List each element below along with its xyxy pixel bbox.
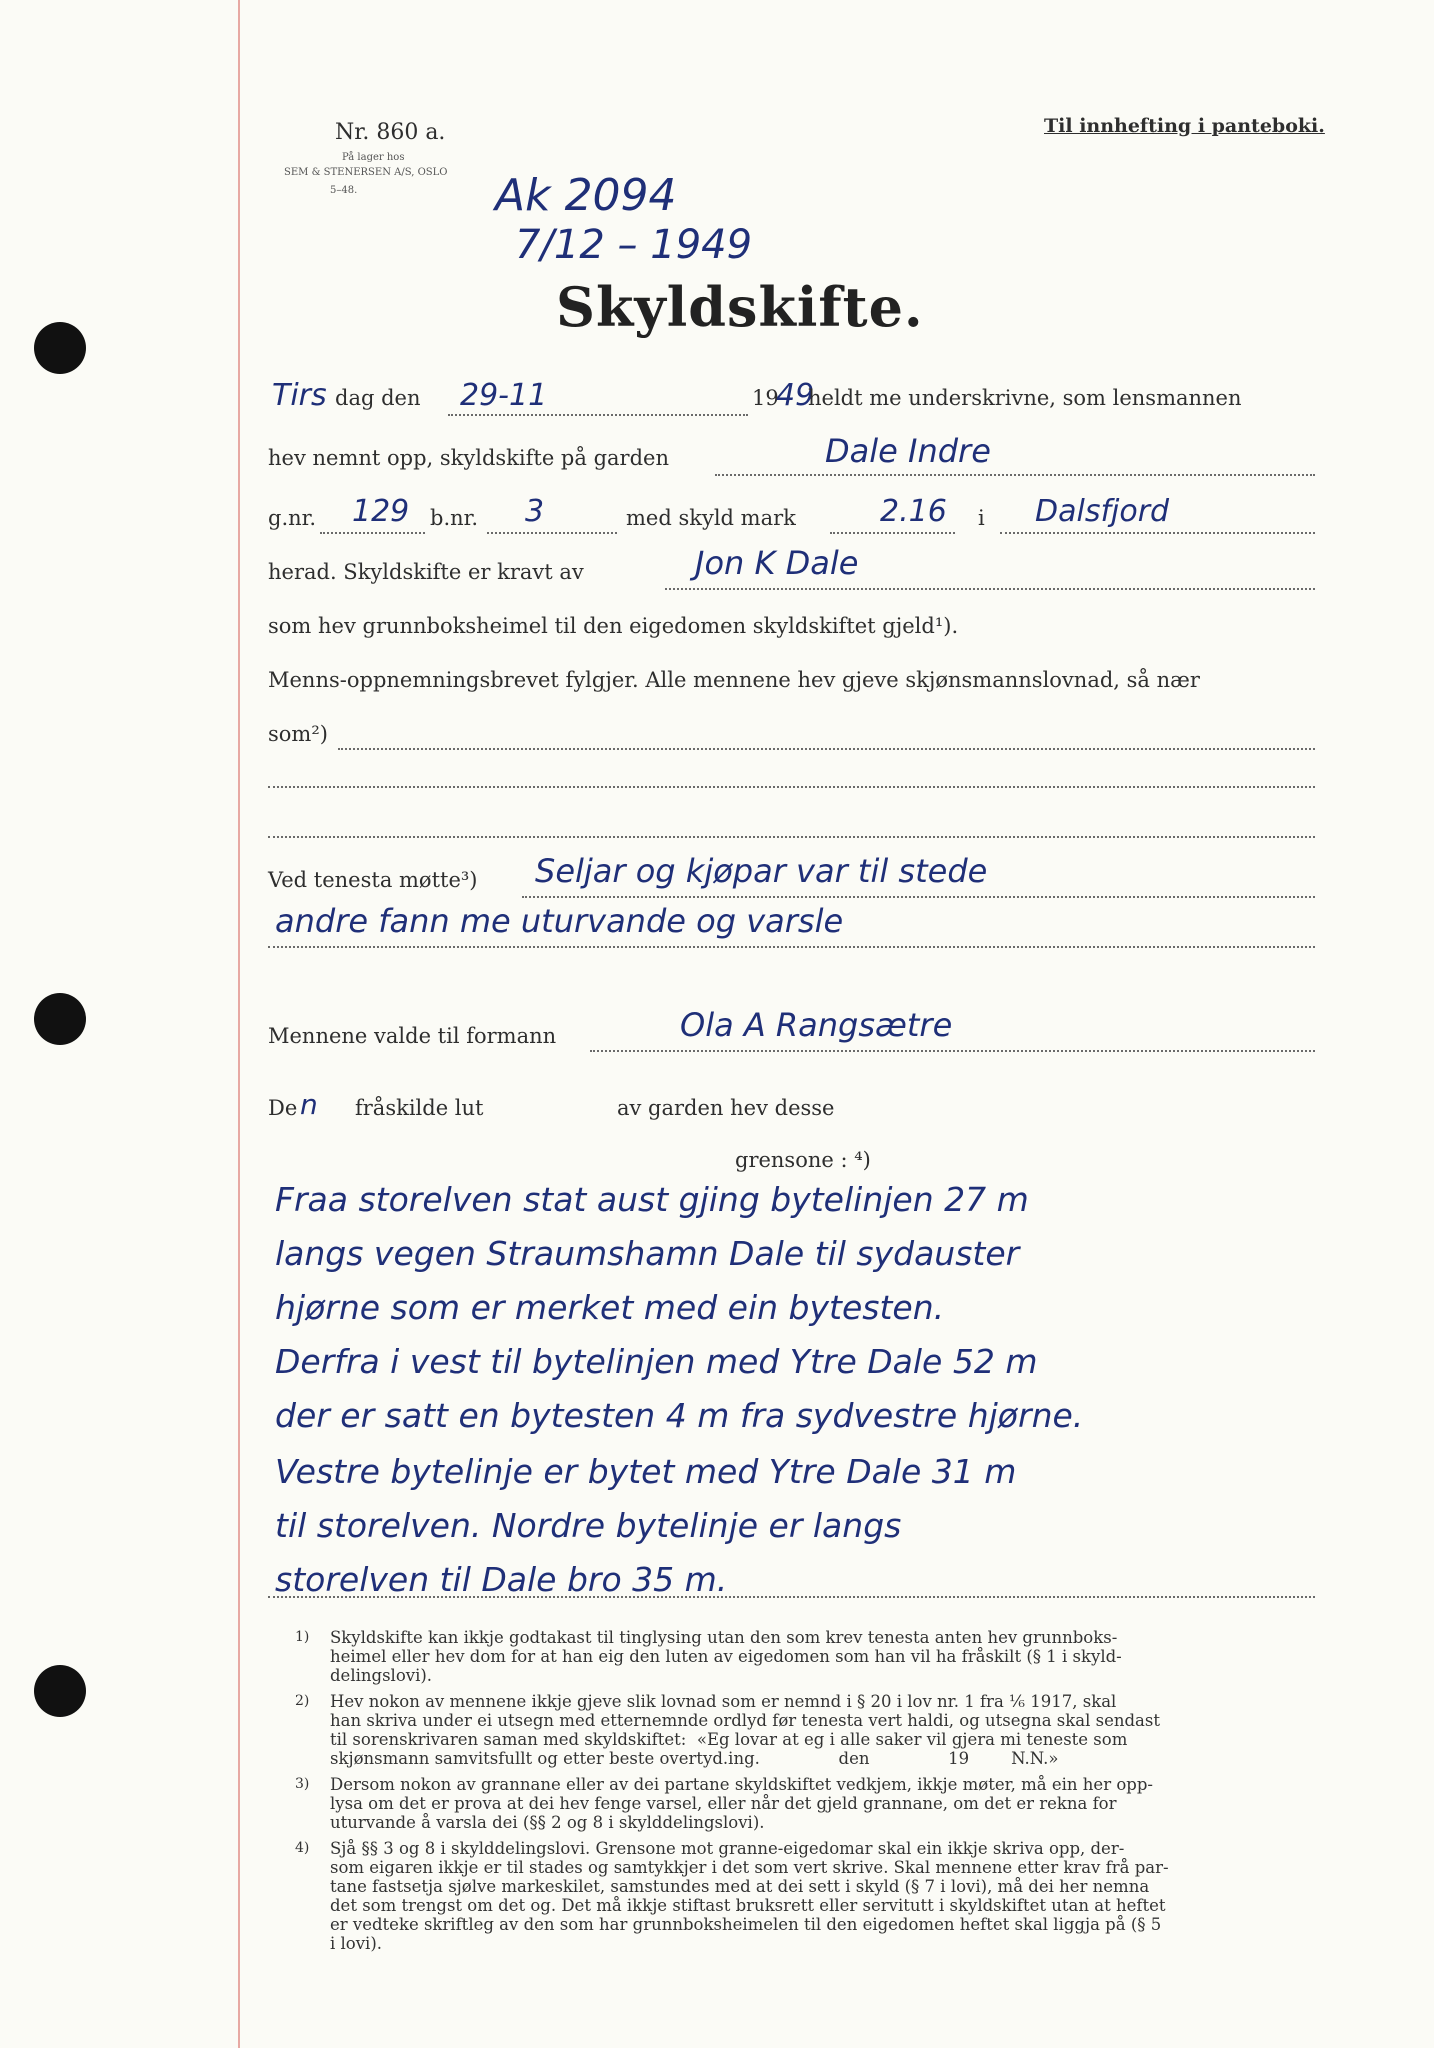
form-number: Nr. 860 a. bbox=[335, 120, 446, 145]
boundary-line: hjørne som er merket med ein bytesten. bbox=[275, 1288, 945, 1327]
requester-rule bbox=[665, 588, 1315, 590]
gnr-rule bbox=[320, 532, 425, 534]
footnote-line: heimel eller hev dom for at han eig den luten av eigedomen som han vil ha fråskilt (§ 1 i skyld- bbox=[330, 1647, 1122, 1666]
margin-line bbox=[238, 0, 240, 2048]
parcel-label-2: fråskilde lut bbox=[355, 1096, 484, 1120]
footnote-number: 1) bbox=[295, 1629, 310, 1645]
boundary-line: Vestre bytelinje er bytet med Ytre Dale 31 m bbox=[275, 1452, 1017, 1491]
footnote-number: 2) bbox=[295, 1693, 310, 1709]
stock-note-line2: SEM & STENERSEN A/S, OSLO bbox=[284, 167, 448, 178]
footnote-line: Sjå §§ 3 og 8 i skylddelingslovi. Grensone mot granne-eigedomar skal ein ikkje skriva opp, der- bbox=[330, 1839, 1125, 1858]
herad-handwritten: Dalsfjord bbox=[1035, 494, 1170, 529]
skyld-handwritten: 2.16 bbox=[880, 494, 947, 529]
attended-handwritten-2: andre fann me uturvande og varsle bbox=[275, 902, 844, 940]
handwritten-reference: Ak 2094 bbox=[495, 170, 677, 221]
boundary-end-rule bbox=[268, 1596, 1315, 1598]
line1-text: heldt me underskrivne, som lensmannen bbox=[808, 386, 1242, 410]
footnote-line: delingslovi). bbox=[330, 1666, 433, 1685]
boundary-line: Fraa storelven stat aust gjing bytelinjen 27 m bbox=[275, 1180, 1029, 1219]
footnote-line: Hev nokon av mennene ikkje gjeve slik lovnad som er nemnd i § 20 i lov nr. 1 fra ⅙ 1917, skal bbox=[330, 1692, 1117, 1711]
footnote-line: til sorenskrivaren saman med skyldskiftet: «Eg lovar at eg i alle saker vil gjera mi teneste som bbox=[330, 1730, 1128, 1749]
line2-text: hev nemnt opp, skyldskifte på garden bbox=[268, 446, 669, 470]
blank-rule-1 bbox=[268, 786, 1315, 788]
document-title: Skyldskifte. bbox=[556, 275, 924, 339]
boundary-line: langs vegen Straumshamn Dale til sydauster bbox=[275, 1234, 1020, 1273]
bnr-label: b.nr. bbox=[430, 506, 479, 530]
footnote-line: er vedteke skriftleg av den som har grunnboksheimelen til den eigedomen heftet skal liggja på (§ 5 bbox=[330, 1915, 1162, 1934]
stock-note-line3: 5–48. bbox=[330, 185, 358, 196]
year-prefix: 19 bbox=[752, 386, 779, 410]
gnr-label: g.nr. bbox=[268, 506, 317, 530]
attended-rule-1 bbox=[522, 896, 1315, 898]
binding-note: Til innhefting i panteboki. bbox=[1044, 115, 1325, 137]
footnote-line: uturvande å varsla dei (§§ 2 og 8 i skylddelingslovi). bbox=[330, 1813, 765, 1832]
footnote-number: 4) bbox=[295, 1840, 310, 1856]
punch-hole-top bbox=[34, 322, 86, 374]
date-handwritten: 29-11 bbox=[460, 378, 548, 413]
boundary-line: der er satt en bytesten 4 m fra sydvestre hjørne. bbox=[275, 1396, 1084, 1435]
boundary-line: til storelven. Nordre bytelinje er langs bbox=[275, 1506, 902, 1545]
date-rule bbox=[448, 414, 748, 416]
blank-rule-2 bbox=[268, 836, 1315, 838]
chair-rule bbox=[590, 1050, 1315, 1052]
footnote-line: han skriva under ei utsegn med etternemnde ordlyd før tenesta vert haldi, og utsegna skal sendast bbox=[330, 1711, 1160, 1730]
chair-handwritten: Ola A Rangsætre bbox=[680, 1006, 953, 1044]
footnote-line: Dersom nokon av grannane eller av dei partane skyldskiftet vedkjem, ikkje møter, må ein her opp- bbox=[330, 1775, 1153, 1794]
skyld-rule bbox=[830, 532, 955, 534]
herad-rule bbox=[1000, 532, 1315, 534]
weekday-handwritten: Tirs bbox=[272, 378, 327, 413]
line5-text: som hev grunnboksheimel til den eigedomen skyldskiftet gjeld¹). bbox=[268, 614, 959, 638]
line7-text: som²) bbox=[268, 722, 328, 746]
som-rule bbox=[338, 748, 1315, 750]
footnote-line: som eigaren ikkje er til stades og samtykkjer i det som vert skrive. Skal mennene etter krav frå par- bbox=[330, 1858, 1169, 1877]
year-handwritten: 49 bbox=[776, 378, 815, 413]
line6-text: Menns-oppnemningsbrevet fylgjer. Alle mennene hev gjeve skjønsmannslovnad, så nær bbox=[268, 668, 1200, 692]
herad-label: herad. Skyldskifte er kravt av bbox=[268, 560, 584, 584]
footnote-line: Skyldskifte kan ikkje godtakast til tinglysing utan den som krev tenesta anten hev grunnboks- bbox=[330, 1628, 1118, 1647]
bnr-rule bbox=[487, 532, 617, 534]
weekday-label: dag den bbox=[335, 386, 421, 410]
punch-hole-bottom bbox=[34, 1665, 86, 1717]
parcel-handwritten-n: n bbox=[300, 1088, 318, 1121]
punch-hole-middle bbox=[34, 993, 86, 1045]
stock-note-line1: På lager hos bbox=[342, 152, 405, 163]
footnote-line: skjønsmann samvitsfullt og etter beste overtyd.ing. den 19 N.N.» bbox=[330, 1749, 1059, 1768]
footnote-line: tane fastsetja sjølve markeskilet, samstundes med at dei sett i skyld (§ 7 i lovi), må dei her nemna bbox=[330, 1877, 1150, 1896]
i-label: i bbox=[978, 506, 985, 530]
handwritten-date: 7/12 – 1949 bbox=[515, 222, 753, 268]
requester-handwritten: Jon K Dale bbox=[695, 544, 859, 582]
footnote-number: 3) bbox=[295, 1776, 310, 1792]
boundary-label: grensone : ⁴) bbox=[735, 1148, 871, 1172]
bnr-handwritten: 3 bbox=[525, 494, 545, 529]
skyld-label: med skyld mark bbox=[626, 506, 796, 530]
footnote-line: det som trengst om det og. Det må ikkje stiftast bruksrett eller servitutt i skyldskiftet utan at heftet bbox=[330, 1896, 1166, 1915]
chair-label: Mennene valde til formann bbox=[268, 1024, 557, 1048]
gnr-handwritten: 129 bbox=[352, 494, 410, 529]
farm-rule bbox=[715, 474, 1315, 476]
boundary-line: storelven til Dale bro 35 m. bbox=[275, 1560, 728, 1599]
parcel-label-1: De bbox=[268, 1096, 298, 1120]
boundary-line: Derfra i vest til bytelinjen med Ytre Dale 52 m bbox=[275, 1342, 1038, 1381]
attended-handwritten-1: Seljar og kjøpar var til stede bbox=[535, 852, 988, 890]
attended-label: Ved tenesta møtte³) bbox=[268, 868, 478, 892]
farm-handwritten: Dale Indre bbox=[825, 432, 991, 470]
footnote-line: lysa om det er prova at dei hev fenge varsel, eller når det gjeld grannane, om det er rekna for bbox=[330, 1794, 1117, 1813]
footnote-line: i lovi). bbox=[330, 1934, 383, 1953]
attended-rule-2 bbox=[268, 946, 1315, 948]
parcel-label-3: av garden hev desse bbox=[617, 1096, 835, 1120]
